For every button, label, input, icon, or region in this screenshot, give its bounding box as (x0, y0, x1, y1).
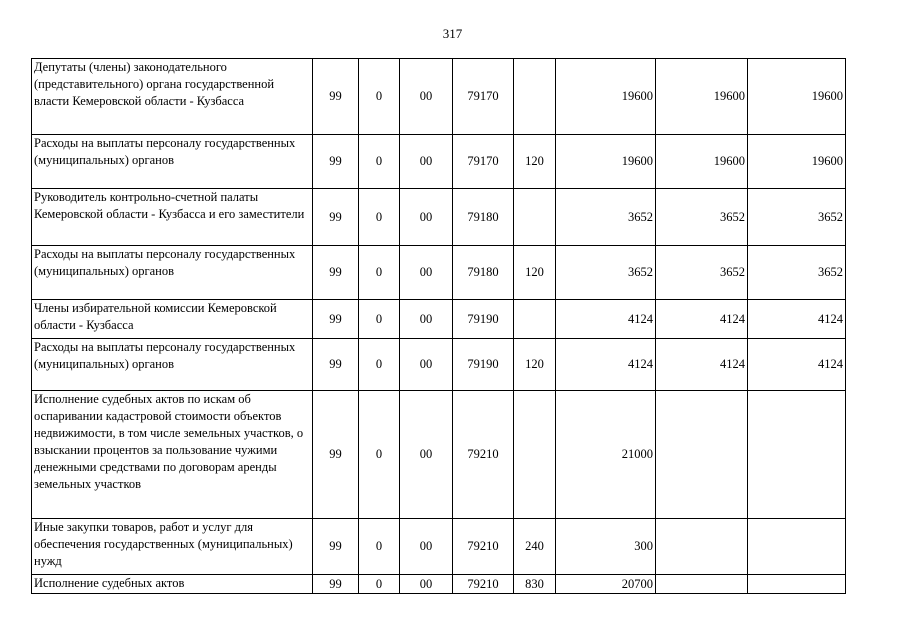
row-name: Иные закупки товаров, работ и услуг для обеспечения государственных (муниципальных) нужд (32, 519, 313, 575)
row-name: Исполнение судебных актов (32, 575, 313, 594)
cell-v3: 19600 (748, 59, 846, 135)
table-row (32, 300, 846, 339)
cell-v1: 19600 (556, 59, 656, 135)
cell-v2 (656, 575, 748, 594)
table-row (32, 59, 846, 135)
cell-c1: 99 (313, 246, 359, 300)
cell-c1: 99 (313, 189, 359, 246)
row-name: Исполнение судебных актов по искам об оспаривании кадастровой стоимости объектов недвижимости, в том числе земельных участков, о взыскании процентов за пользование чужими денежными средствами по договорам аренды земельных участков (32, 391, 313, 519)
table-row (32, 575, 846, 594)
cell-c5: 120 (514, 246, 556, 300)
cell-v1: 3652 (556, 189, 656, 246)
cell-v1: 4124 (556, 339, 656, 391)
cell-c1: 99 (313, 59, 359, 135)
cell-c1: 99 (313, 575, 359, 594)
cell-c3: 00 (400, 300, 453, 339)
cell-c4: 79210 (453, 519, 514, 575)
table-row (32, 519, 846, 575)
cell-v2: 4124 (656, 300, 748, 339)
cell-c4: 79210 (453, 575, 514, 594)
cell-v1: 21000 (556, 391, 656, 519)
cell-v2 (656, 519, 748, 575)
cell-c3: 00 (400, 59, 453, 135)
cell-v1: 19600 (556, 135, 656, 189)
table-row (32, 189, 846, 246)
row-name: Руководитель контрольно-счетной палаты Кемеровской области - Кузбасса и его заместители (32, 189, 313, 246)
cell-v3: 19600 (748, 135, 846, 189)
cell-c2: 0 (359, 135, 400, 189)
cell-c1: 99 (313, 519, 359, 575)
cell-v1: 300 (556, 519, 656, 575)
row-name: Члены избирательной комиссии Кемеровской области - Кузбасса (32, 300, 313, 339)
cell-v3 (748, 575, 846, 594)
cell-c4: 79180 (453, 189, 514, 246)
cell-c4: 79180 (453, 246, 514, 300)
page-number: 317 (442, 26, 463, 41)
cell-c5 (514, 300, 556, 339)
cell-v2: 19600 (656, 135, 748, 189)
budget-table (31, 58, 846, 594)
cell-c2: 0 (359, 189, 400, 246)
cell-c2: 0 (359, 246, 400, 300)
cell-v3: 4124 (748, 339, 846, 391)
cell-c2: 0 (359, 391, 400, 519)
row-name: Расходы на выплаты персоналу государственных (муниципальных) органов (32, 135, 313, 189)
cell-v2: 3652 (656, 246, 748, 300)
cell-v3: 3652 (748, 189, 846, 246)
cell-c1: 99 (313, 135, 359, 189)
cell-c3: 00 (400, 575, 453, 594)
cell-v2 (656, 391, 748, 519)
cell-c4: 79190 (453, 300, 514, 339)
cell-v1: 20700 (556, 575, 656, 594)
cell-c1: 99 (313, 300, 359, 339)
row-name: Депутаты (члены) законодательного (представительного) органа государственной власти Кемеровской области - Кузбасса (32, 59, 313, 135)
cell-c5 (514, 59, 556, 135)
cell-c5: 830 (514, 575, 556, 594)
cell-c4: 79170 (453, 135, 514, 189)
cell-c3: 00 (400, 391, 453, 519)
cell-v2: 3652 (656, 189, 748, 246)
cell-c2: 0 (359, 575, 400, 594)
table-row (32, 135, 846, 189)
cell-c3: 00 (400, 135, 453, 189)
cell-c3: 00 (400, 519, 453, 575)
cell-c3: 00 (400, 246, 453, 300)
table-row (32, 339, 846, 391)
table-row (32, 246, 846, 300)
cell-v1: 3652 (556, 246, 656, 300)
cell-c4: 79190 (453, 339, 514, 391)
cell-v2: 19600 (656, 59, 748, 135)
cell-c2: 0 (359, 519, 400, 575)
cell-c4: 79170 (453, 59, 514, 135)
row-name: Расходы на выплаты персоналу государственных (муниципальных) органов (32, 246, 313, 300)
cell-v1: 4124 (556, 300, 656, 339)
cell-c3: 00 (400, 339, 453, 391)
cell-v3: 4124 (748, 300, 846, 339)
cell-c1: 99 (313, 391, 359, 519)
cell-c5 (514, 189, 556, 246)
table-row (32, 391, 846, 519)
cell-v3: 3652 (748, 246, 846, 300)
cell-c3: 00 (400, 189, 453, 246)
cell-v2: 4124 (656, 339, 748, 391)
cell-c5: 120 (514, 135, 556, 189)
cell-v3 (748, 519, 846, 575)
cell-c4: 79210 (453, 391, 514, 519)
cell-c2: 0 (359, 300, 400, 339)
row-name: Расходы на выплаты персоналу государственных (муниципальных) органов (32, 339, 313, 391)
cell-v3 (748, 391, 846, 519)
cell-c2: 0 (359, 339, 400, 391)
cell-c5 (514, 391, 556, 519)
cell-c1: 99 (313, 339, 359, 391)
cell-c5: 120 (514, 339, 556, 391)
cell-c2: 0 (359, 59, 400, 135)
cell-c5: 240 (514, 519, 556, 575)
